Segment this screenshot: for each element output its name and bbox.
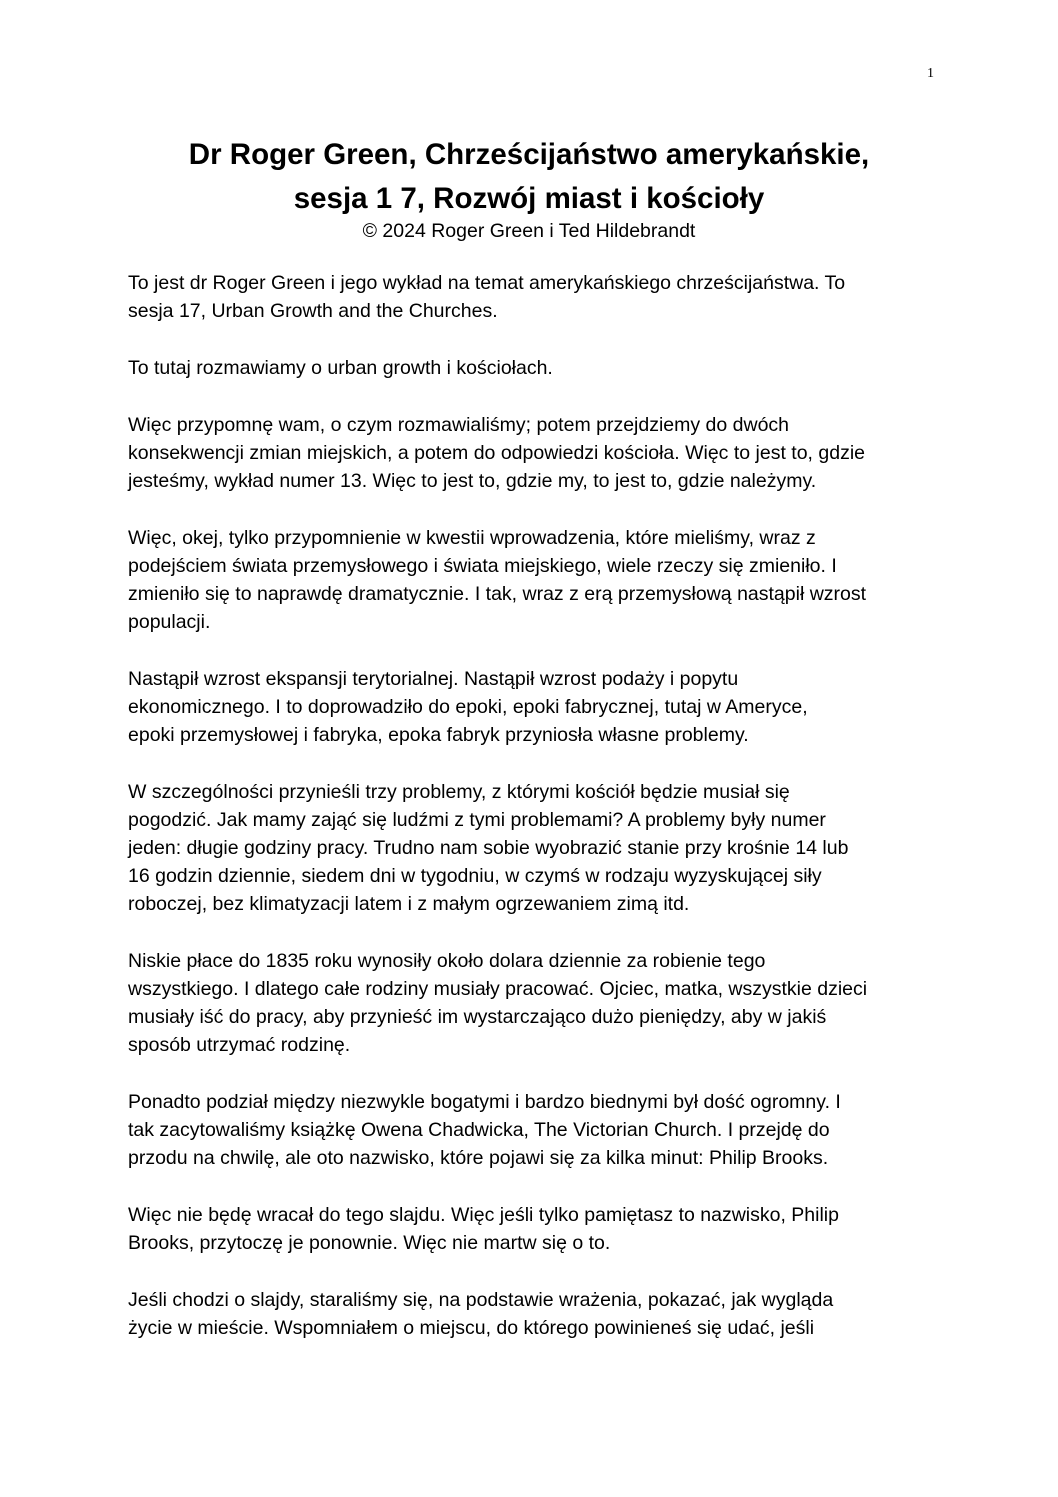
copyright-notice: © 2024 Roger Green i Ted Hildebrandt: [362, 220, 696, 242]
paragraph: [128, 411, 948, 495]
paragraph: [128, 778, 948, 918]
paragraph-line: Niskie płace do 1835 roku wynosiły około dolara dziennie za robienie tego: [128, 950, 766, 972]
paragraph-line: roboczej, bez klimatyzacji latem i z małym ogrzewaniem zimą itd.: [128, 893, 690, 915]
paragraph-line: Jeśli chodzi o slajdy, staraliśmy się, na podstawie wrażenia, pokazać, jak wygląda: [128, 1289, 834, 1311]
paragraph-line: jeden: długie godziny pracy. Trudno nam sobie wyobrazić stanie przy krośnie 14 lub: [128, 837, 849, 859]
paragraph-line: ekonomicznego. I to doprowadziło do epoki, epoki fabrycznej, tutaj w Ameryce,: [128, 696, 808, 718]
document-title-line-1: Dr Roger Green, Chrześcijaństwo amerykańskie,: [188, 138, 870, 171]
paragraph-line: To jest dr Roger Green i jego wykład na temat amerykańskiego chrześcijaństwa. To: [128, 272, 846, 294]
document-header: [100, 133, 958, 243]
paragraph-line: wszystkiego. I dlatego całe rodziny musiały pracować. Ojciec, matka, wszystkie dzieci: [128, 978, 868, 1000]
paragraph-line: przodu na chwilę, ale oto nazwisko, które pojawi się za kilka minut: Philip Brooks.: [128, 1147, 829, 1169]
paragraph: [128, 354, 948, 382]
paragraph-line: To tutaj rozmawiamy o urban growth i kościołach.: [128, 357, 553, 379]
paragraph-line: W szczególności przynieśli trzy problemy, z którymi kościół będzie musiał się: [128, 781, 790, 803]
paragraph: [128, 665, 948, 749]
paragraph: [128, 1088, 948, 1172]
paragraph-line: zmieniło się to naprawdę dramatycznie. I tak, wraz z erą przemysłową nastąpił wzrost: [128, 583, 867, 605]
paragraph-line: Ponadto podział między niezwykle bogatymi i bardzo biednymi był dość ogromny. I: [128, 1091, 841, 1113]
paragraph-line: epoki przemysłowej i fabryka, epoka fabryk przyniosła własne problemy.: [128, 724, 749, 746]
paragraph-line: Więc nie będę wracał do tego slajdu. Więc jeśli tylko pamiętasz to nazwisko, Philip: [128, 1204, 839, 1226]
paragraph: [128, 1286, 948, 1342]
paragraph-line: musiały iść do pracy, aby przynieść im wystarczająco dużo pieniędzy, aby w jakiś: [128, 1006, 827, 1028]
paragraph: [128, 269, 948, 325]
paragraph-line: Brooks, przytoczę je ponownie. Więc nie martw się o to.: [128, 1232, 611, 1254]
paragraph-line: tak zacytowaliśmy książkę Owena Chadwicka, The Victorian Church. I przejdę do: [128, 1119, 830, 1141]
paragraph-line: sesja 17, Urban Growth and the Churches.: [128, 300, 498, 322]
paragraph-line: 16 godzin dziennie, siedem dni w tygodniu, w czymś w rodzaju wyzyskującej siły: [128, 865, 822, 887]
paragraph-line: podejściem świata przemysłowego i świata miejskiego, wiele rzeczy się zmieniło. I: [128, 555, 837, 577]
page-number: 1: [927, 66, 934, 81]
paragraph-line: konsekwencji zmian miejskich, a potem do odpowiedzi kościoła. Więc to jest to, gdzie: [128, 442, 866, 464]
paragraph: [128, 1201, 948, 1257]
paragraph-line: pogodzić. Jak mamy zająć się ludźmi z tymi problemami? A problemy były numer: [128, 809, 826, 831]
document-title-line-2: sesja 1 7, Rozwój miast i kościoły: [293, 182, 765, 215]
paragraph-line: Więc przypomnę wam, o czym rozmawialiśmy; potem przejdziemy do dwóch: [128, 414, 790, 436]
paragraph-line: życie w mieście. Wspomniałem o miejscu, do którego powinieneś się udać, jeśli: [128, 1317, 815, 1339]
paragraph-line: jesteśmy, wykład numer 13. Więc to jest to, gdzie my, to jest to, gdzie należymy.: [128, 470, 817, 492]
paragraph-line: Nastąpił wzrost ekspansji terytorialnej. Nastąpił wzrost podaży i popytu: [128, 668, 739, 690]
paragraph-line: sposób utrzymać rodzinę.: [128, 1034, 351, 1056]
paragraph-line: populacji.: [128, 611, 211, 633]
document-body: [128, 269, 948, 1371]
paragraph: [128, 524, 948, 636]
paragraph: [128, 947, 948, 1059]
paragraph-line: Więc, okej, tylko przypomnienie w kwestii wprowadzenia, które mieliśmy, wraz z: [128, 527, 816, 549]
